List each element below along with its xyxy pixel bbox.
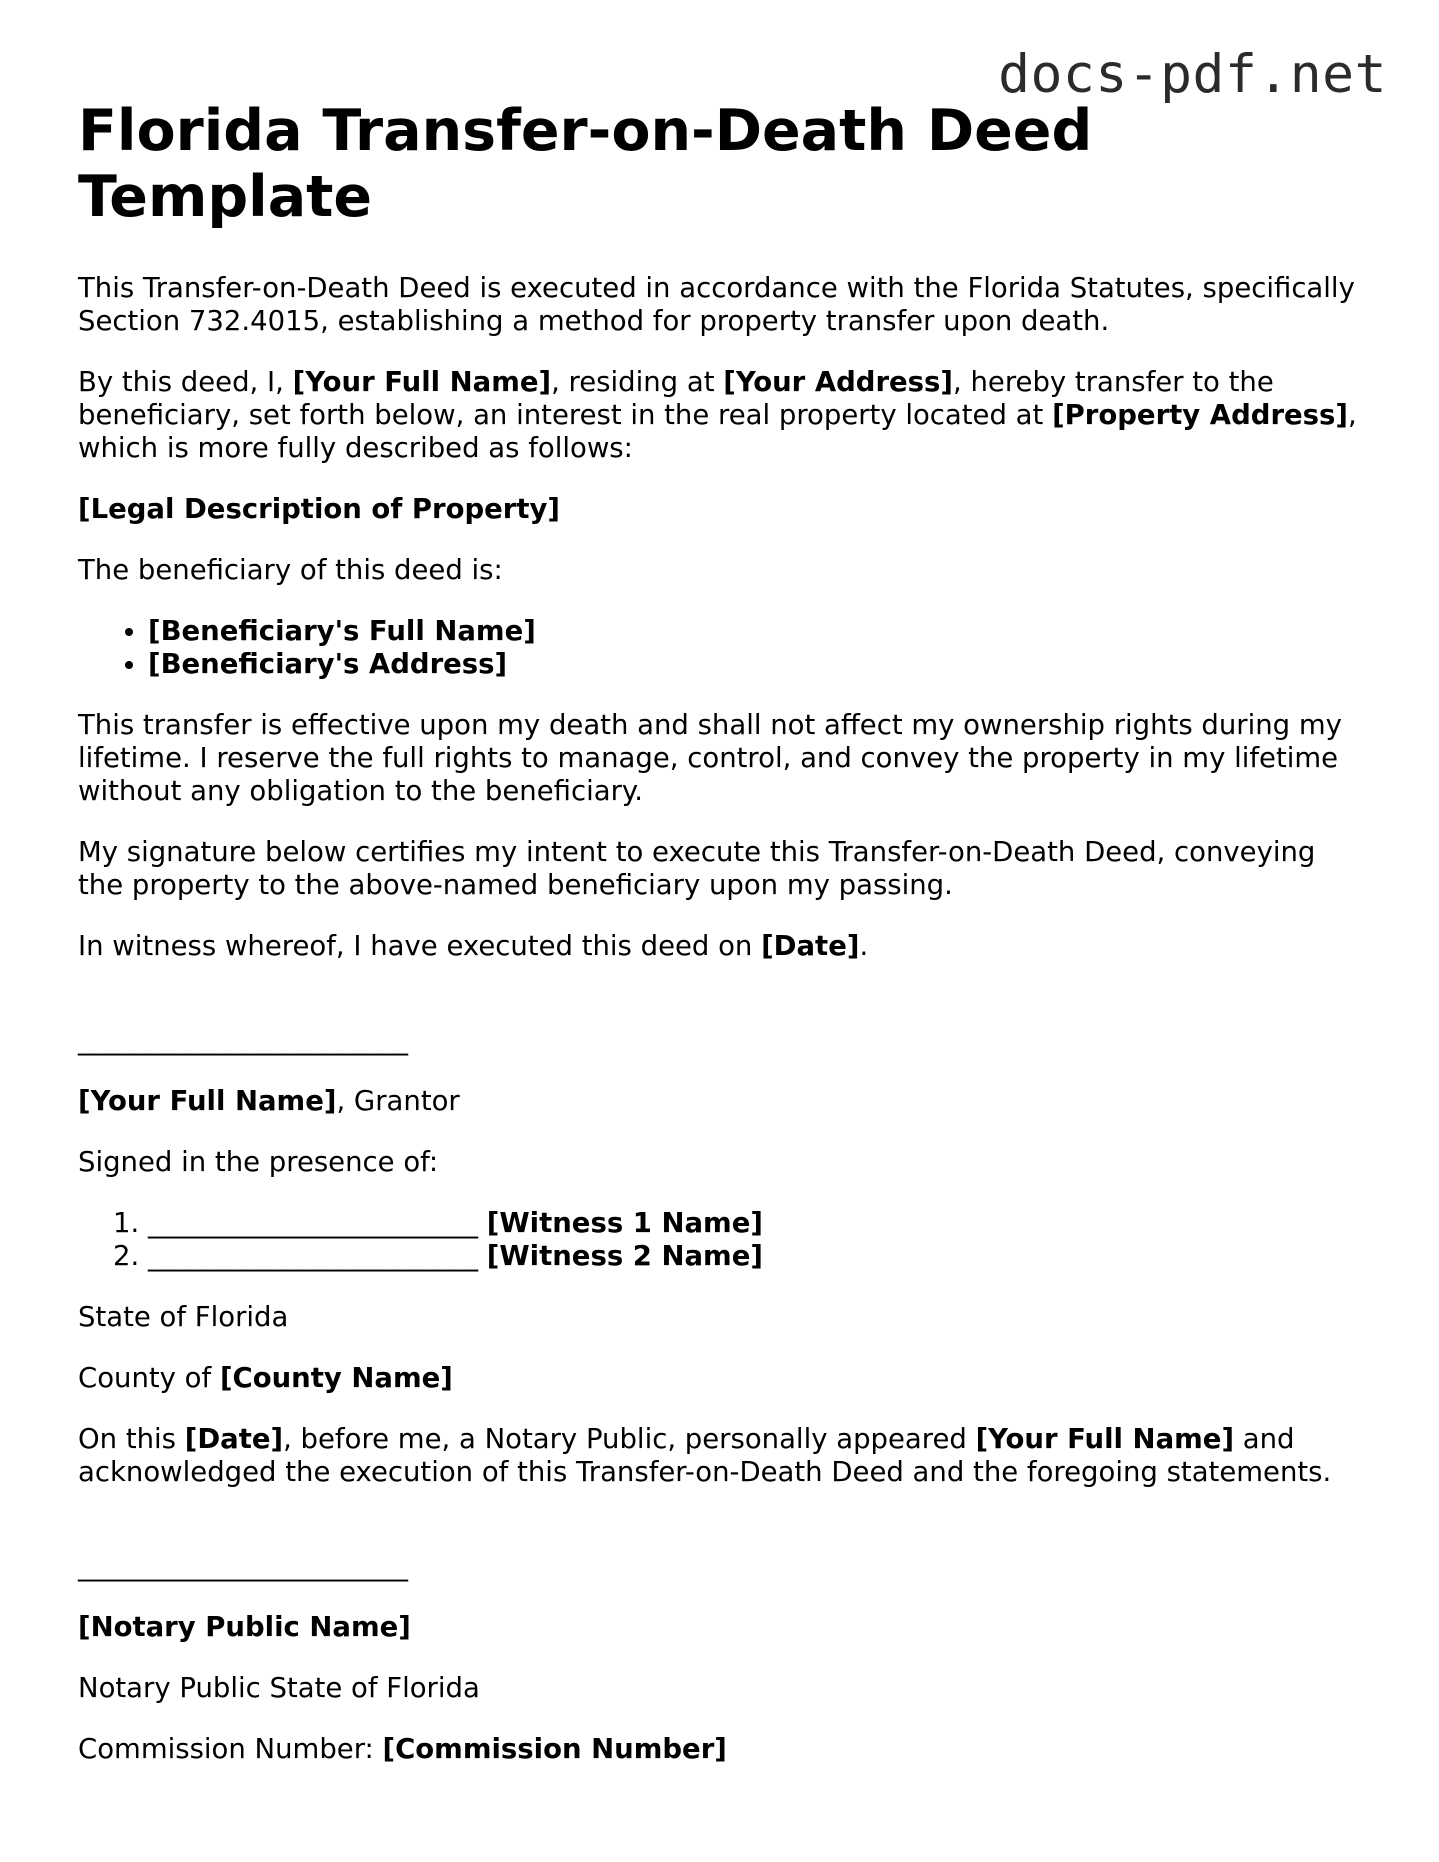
commission-line: Commission Number: [Commission Number]	[78, 1733, 727, 1765]
notary-signature-line: ________________________	[78, 1550, 408, 1582]
watermark: docs-pdf.net	[998, 44, 1387, 105]
notary-paragraph: On this [Date], before me, a Notary Public, personally appeared [Your Full Name] and acknowledged the execution of this Transfer-on-Death Deed and the foregoing statements.	[78, 1423, 1332, 1488]
document-body	[78, 98, 1358, 1794]
witness-name-placeholder: [Witness 2 Name]	[486, 1240, 763, 1272]
deed-paragraph	[78, 366, 1358, 465]
witness-signature-line: ________________________	[148, 1207, 478, 1239]
date-placeholder: [Date]	[184, 1423, 284, 1455]
effective-paragraph: This transfer is effective upon my death and shall not affect my ownership rights during my lifetime. I reserve the full rights to manage, control, and convey the property in my lifetime without any obligation to the beneficiary.	[78, 709, 1342, 807]
list-item	[148, 1240, 1358, 1273]
witness-whereof-paragraph: In witness whereof, I have executed this deed on [Date].	[78, 930, 869, 962]
witness-list	[78, 1207, 1358, 1273]
page-title: Florida Transfer-on-Death Deed Template	[78, 98, 1093, 230]
your-address-placeholder: [Your Address]	[723, 366, 953, 398]
beneficiary-intro: The beneficiary of this deed is:	[78, 554, 503, 586]
deed-text-1: By this deed, I,	[78, 366, 293, 398]
intro-paragraph: This Transfer-on-Death Deed is executed in accordance with the Florida Statutes, specifically Section 732.4015, establishing a method for property transfer upon death.	[78, 272, 1355, 337]
state-label: State of Florida	[78, 1301, 289, 1333]
date-placeholder: [Date]	[761, 930, 860, 962]
commission-number-placeholder: [Commission Number]	[382, 1733, 727, 1765]
legal-description-placeholder: [Legal Description of Property]	[78, 493, 561, 525]
list-item	[148, 1207, 1358, 1240]
your-full-name-placeholder: [Your Full Name]	[292, 366, 552, 398]
notary-name-line	[78, 1611, 1358, 1644]
county-line: County of [County Name]	[78, 1362, 453, 1394]
your-full-name-placeholder: [Your Full Name]	[975, 1423, 1235, 1455]
grantor-signature-line: ________________________	[78, 1024, 408, 1056]
signature-certification-paragraph: My signature below certifies my intent to execute this Transfer-on-Death Deed, conveying the property to the above-named beneficiary upon my passing.	[78, 836, 1316, 901]
notary-state-label: Notary Public State of Florida	[78, 1672, 480, 1704]
grantor-name-line: [Your Full Name], Grantor	[78, 1085, 460, 1117]
beneficiary-list	[78, 615, 1358, 681]
witness-signature-line: ________________________	[148, 1240, 478, 1272]
signed-presence-label: Signed in the presence of:	[78, 1146, 439, 1178]
deed-text-2: , residing at	[551, 366, 724, 398]
deed-text-3: , hereby transfer to the beneficiary, set forth below, an interest in the real property located at	[78, 366, 1274, 431]
notary-name-placeholder: [Notary Public Name]	[78, 1611, 411, 1643]
property-address-placeholder: [Property Address]	[1052, 399, 1348, 431]
county-name-placeholder: [County Name]	[219, 1362, 453, 1394]
grantor-name-placeholder: [Your Full Name]	[78, 1085, 337, 1117]
deed-text-4: , which is more fully described as follows:	[78, 399, 1357, 464]
list-item: • [Beneficiary's Full Name]	[148, 615, 1358, 648]
list-item: • [Beneficiary's Address]	[148, 648, 1358, 681]
witness-name-placeholder: [Witness 1 Name]	[486, 1207, 763, 1239]
